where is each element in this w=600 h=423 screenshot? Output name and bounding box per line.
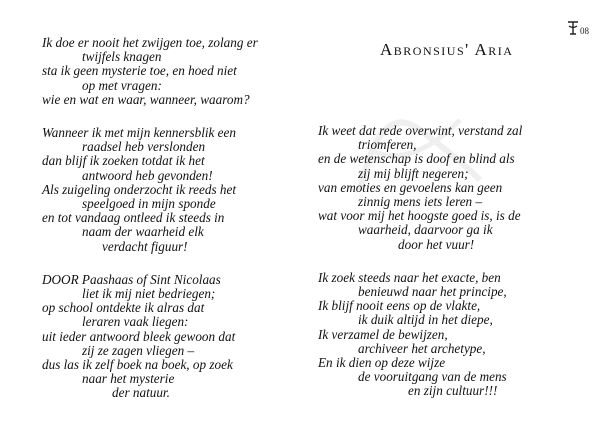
poem-line: wie en wat en waar, wanneer, waarom? xyxy=(42,91,250,107)
poem-line: Ik blijf nooit eens op de vlakte, xyxy=(318,298,481,314)
stanza xyxy=(42,36,258,107)
left-column xyxy=(42,36,258,420)
poem-line: speelgoed in mijn sponde xyxy=(82,196,216,212)
stanza xyxy=(42,126,258,254)
poem-line: zij mij blijft negeren; xyxy=(358,165,469,181)
poem-line: En ik dien op deze wijze xyxy=(318,355,446,371)
poem-line: door het vuur! xyxy=(398,236,475,252)
poem-line: wat voor mij het hoogste goed is, is de xyxy=(318,208,521,224)
poem-line: Ik zoek steeds naar het exacte, ben xyxy=(318,269,501,285)
poem-line: en tot vandaag ontleed ik steeds in xyxy=(42,210,225,226)
poem-line: de vooruitgang van de mens xyxy=(358,369,507,385)
poem-line: Als zuigeling onderzocht ik reeds het xyxy=(42,181,236,197)
poem-line: op school ontdekte ik alras dat xyxy=(42,300,205,316)
poem-line: verdacht figuur! xyxy=(102,238,188,254)
poem-line: archiveer het archetype, xyxy=(358,340,486,356)
stanza xyxy=(318,124,522,252)
poem-line: en zijn cultuur!!! xyxy=(408,383,498,399)
poem-line: ik duik altijd in het diepe, xyxy=(358,312,493,328)
poem-line: antwoord heb gevonden! xyxy=(82,167,213,183)
poem-line: leraren vaak liegen: xyxy=(82,314,189,330)
poem-line: naam der waarheid elk xyxy=(82,224,204,240)
poem-line: uit ieder antwoord bleek gewoon dat xyxy=(42,328,236,344)
poem-line: raadsel heb verslonden xyxy=(82,139,206,155)
signature-year: 08 xyxy=(580,26,589,36)
poem-line: Ik verzamel de bewijzen, xyxy=(318,326,448,342)
poem-line: naar het mysterie xyxy=(82,371,175,387)
poem-line: van emoties en gevoelens kan geen xyxy=(318,179,503,195)
poem-line: DOOR Paashaas of Sint Nicolaas xyxy=(42,271,221,287)
poem-line: waarheid, daarvoor ga ik xyxy=(358,222,493,238)
poem-line: Ik doe er nooit het zwijgen toe, zolang er xyxy=(42,35,258,50)
monogram-icon xyxy=(567,20,579,36)
poem-line: op met vragen: xyxy=(82,77,162,93)
poem-title: Abronsius' Aria xyxy=(380,40,514,59)
poem-line: sta ik geen mysterie toe, en hoed niet xyxy=(42,63,237,79)
right-column xyxy=(318,124,522,418)
poem-line: zij ze zagen vliegen – xyxy=(82,342,195,358)
poem-line: zinnig mens iets leren – xyxy=(358,194,483,210)
poem-line: twijfels knagen xyxy=(82,49,162,65)
poem-line: Ik weet dat rede overwint, verstand zal xyxy=(318,123,523,138)
artist-signature xyxy=(567,20,589,36)
poem-line: dan blijf ik zoeken totdat ik het xyxy=(42,153,205,169)
stanza xyxy=(318,271,522,399)
poem-line: dus las ik zelf boek na boek, op zoek xyxy=(42,357,233,373)
poem-line: Wanneer ik met mijn kennersblik een xyxy=(42,125,236,141)
poem-line: en de wetenschap is doof en blind als xyxy=(318,151,515,167)
poem-line: liet ik mij niet bedriegen; xyxy=(82,286,216,302)
poem-line: benieuwd naar het principe, xyxy=(358,284,507,300)
stanza xyxy=(42,273,258,401)
poem-line: triomferen, xyxy=(358,137,417,153)
poem-line: der natuur. xyxy=(112,385,170,401)
